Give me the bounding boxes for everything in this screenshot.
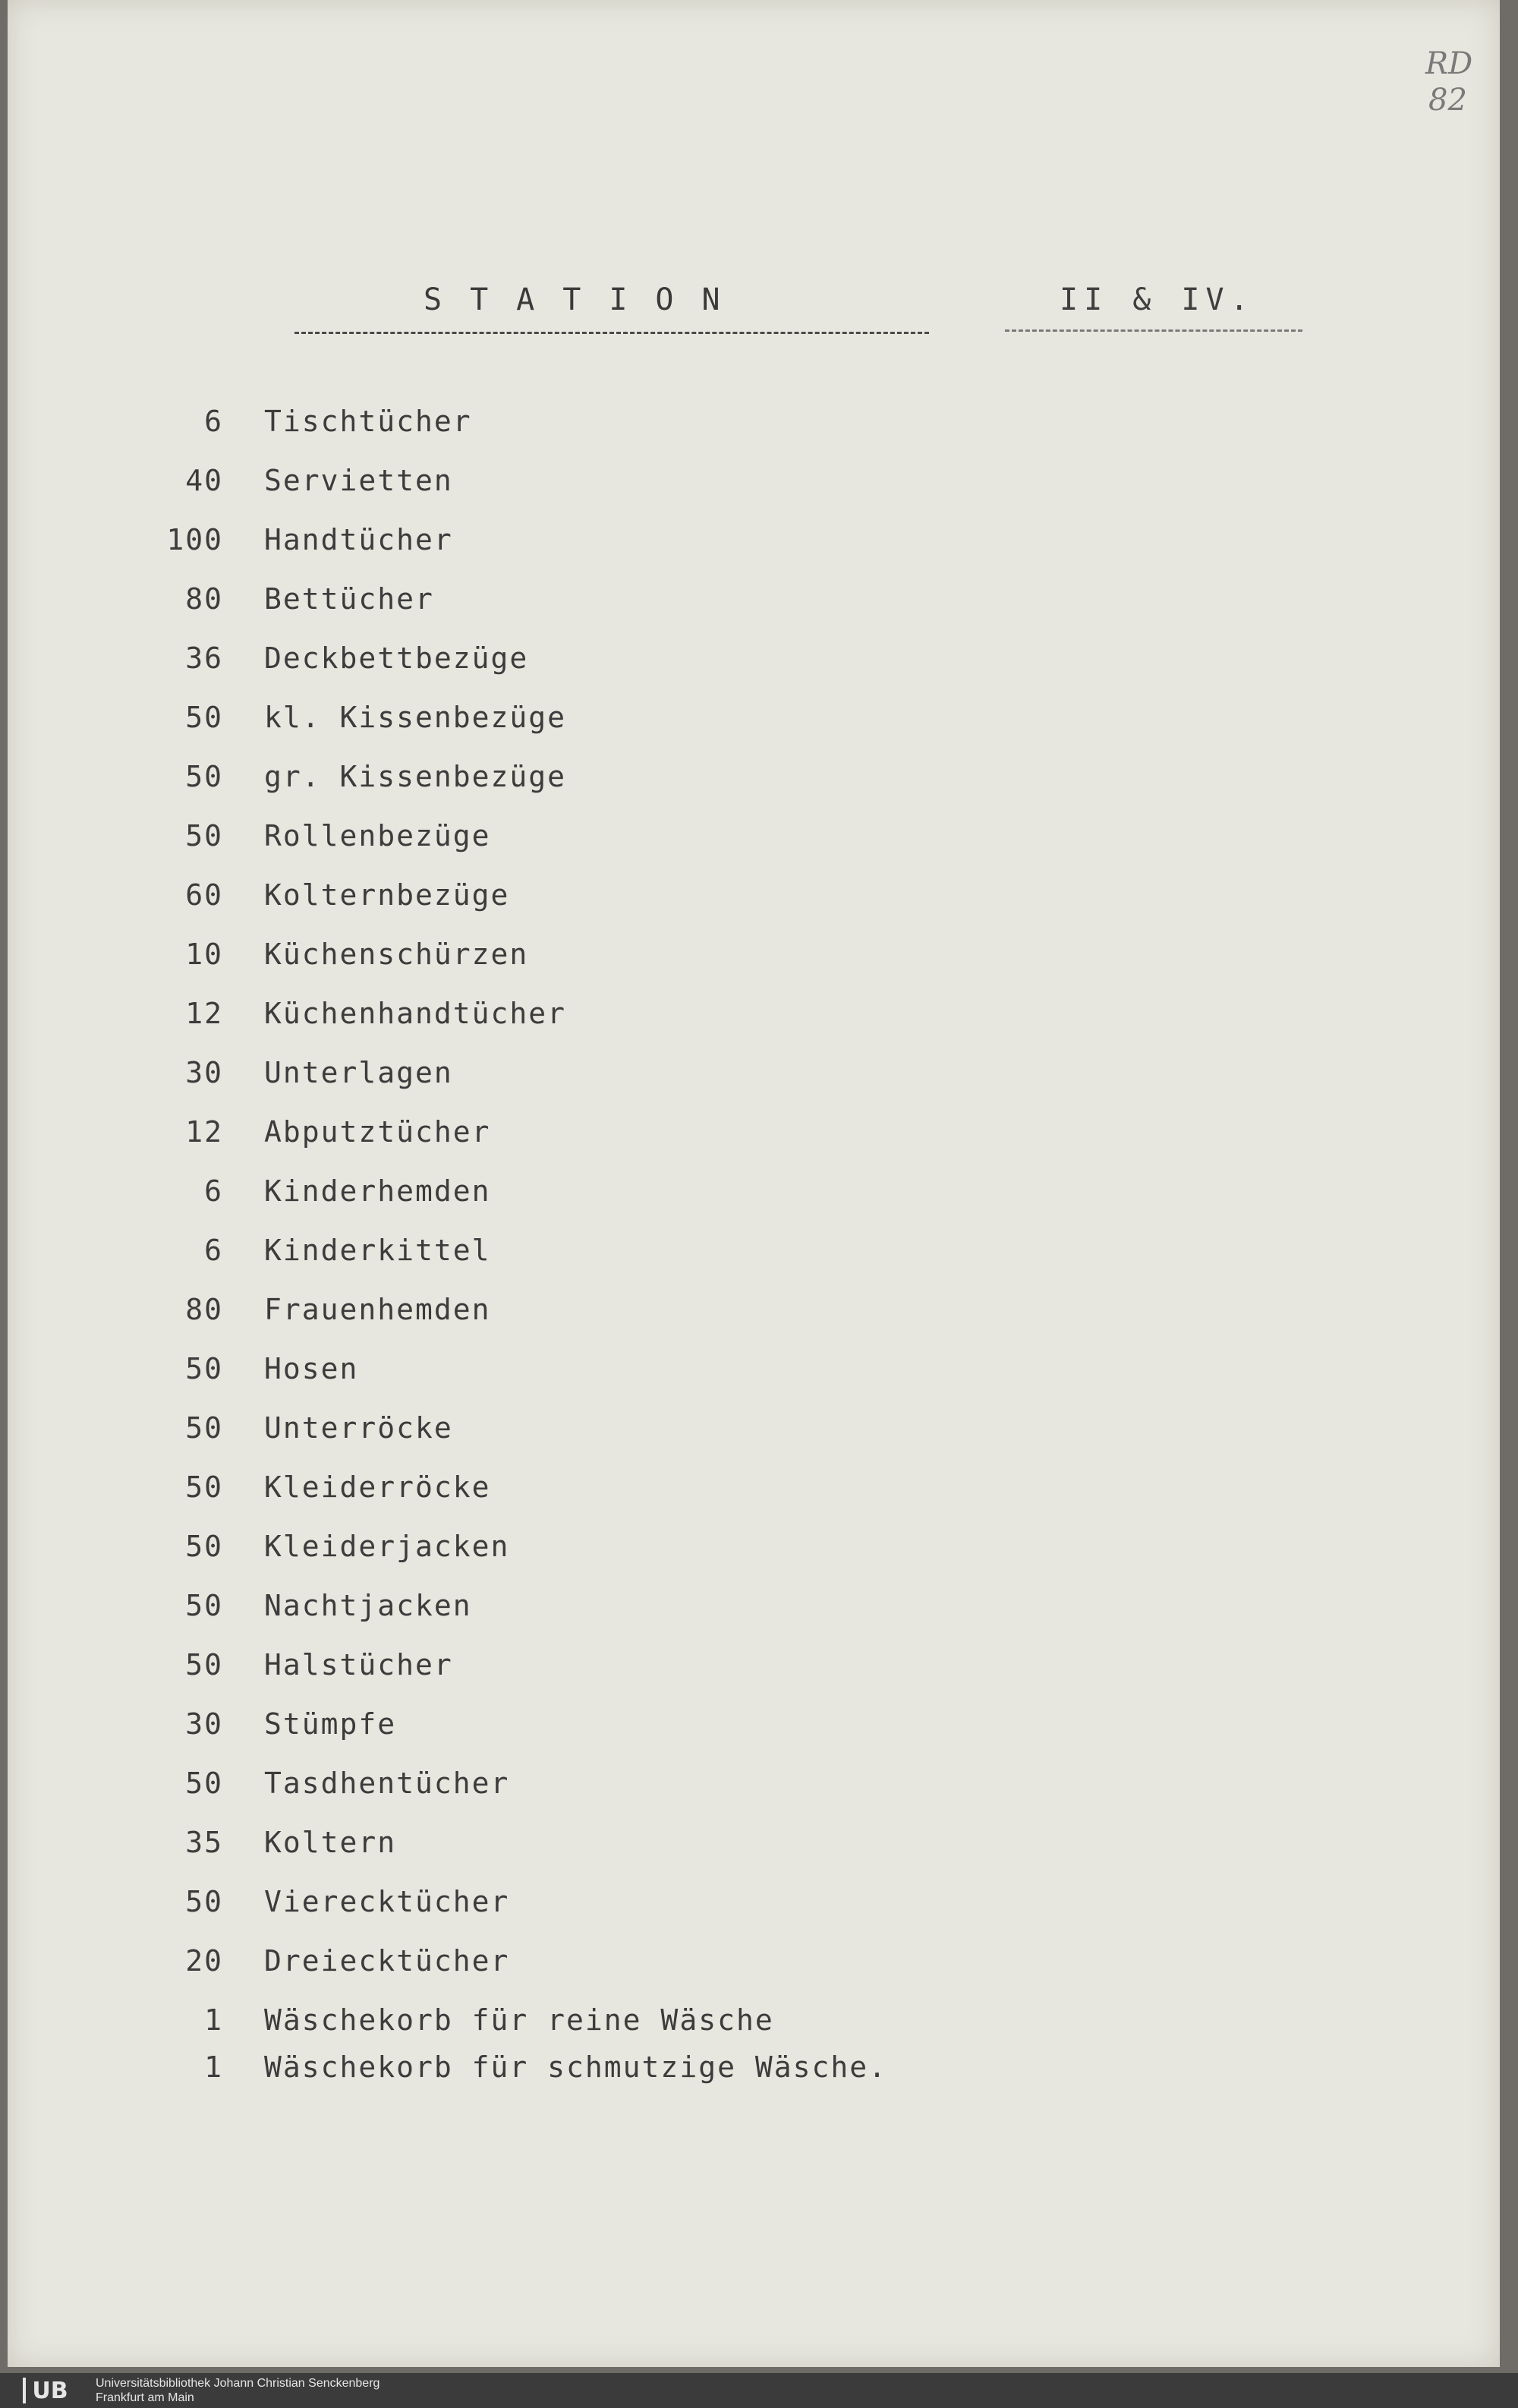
list-item — [144, 639, 528, 677]
item-quantity: 50 — [185, 1530, 223, 1563]
library-name-line2: Frankfurt am Main — [96, 2391, 194, 2404]
item-quantity: 1 — [204, 2003, 223, 2037]
item-name: Halstücher — [264, 1648, 453, 1682]
list-item — [144, 462, 453, 500]
item-quantity: 50 — [185, 1352, 223, 1385]
list-item — [144, 1468, 491, 1506]
pencil-mark-number: 82 — [1428, 83, 1467, 118]
library-name-line1: Universitätsbibliothek Johann Christian Senckenberg — [96, 2377, 380, 2390]
item-quantity: 50 — [185, 701, 223, 734]
item-quantity: 50 — [185, 819, 223, 853]
list-item — [144, 1587, 472, 1625]
item-quantity: 30 — [185, 1056, 223, 1089]
list-item — [144, 1705, 396, 1743]
item-name: Wäschekorb für schmutzige Wäsche. — [264, 2050, 887, 2084]
item-name: gr. Kissenbezüge — [264, 760, 567, 793]
item-name: Küchenhandtücher — [264, 997, 567, 1030]
library-logo — [3, 2375, 88, 2406]
list-item — [144, 2001, 774, 2039]
item-quantity: 80 — [185, 582, 223, 616]
item-name: Deckbettbezüge — [264, 641, 529, 675]
item-name: Koltern — [264, 1826, 397, 1859]
item-quantity: 50 — [185, 1589, 223, 1622]
list-item — [144, 1054, 453, 1092]
item-name: Küchenschürzen — [264, 938, 529, 971]
list-item — [144, 1350, 358, 1388]
item-name: Kleiderjacken — [264, 1530, 510, 1563]
item-name: Vierecktücher — [264, 1885, 510, 1918]
item-quantity: 1 — [204, 2050, 223, 2084]
item-name: Dreiecktücher — [264, 1944, 510, 1978]
page-title: STATION — [424, 282, 748, 317]
list-item — [144, 698, 566, 736]
item-name: Kolternbezüge — [264, 878, 510, 912]
item-quantity: 50 — [185, 1648, 223, 1682]
list-item — [144, 876, 509, 914]
list-item — [144, 1172, 491, 1210]
item-quantity: 35 — [185, 1826, 223, 1859]
document-page — [8, 0, 1500, 2367]
item-quantity: 12 — [185, 997, 223, 1030]
item-quantity: 36 — [185, 641, 223, 675]
list-item — [144, 1113, 491, 1151]
item-quantity: 50 — [185, 1470, 223, 1504]
list-item — [144, 1291, 491, 1328]
list-item — [144, 1646, 453, 1684]
item-name: Kinderhemden — [264, 1174, 491, 1208]
item-name: Abputztücher — [264, 1115, 491, 1149]
item-name: Servietten — [264, 464, 453, 497]
list-item — [144, 402, 472, 440]
library-name — [96, 2376, 380, 2405]
item-name: Tischtücher — [264, 405, 472, 438]
station-underline — [1005, 329, 1302, 332]
library-footer — [0, 2373, 1518, 2408]
list-item — [144, 1409, 453, 1447]
item-name: Hosen — [264, 1352, 359, 1385]
list-item — [144, 817, 491, 855]
item-quantity: 50 — [185, 760, 223, 793]
logo-bar-icon — [23, 2378, 26, 2403]
list-item — [144, 1231, 491, 1269]
item-name: Nachtjacken — [264, 1589, 472, 1622]
item-name: Kinderkittel — [264, 1234, 491, 1267]
list-item — [144, 994, 566, 1032]
item-name: Unterröcke — [264, 1411, 453, 1445]
item-quantity: 12 — [185, 1115, 223, 1149]
item-quantity: 40 — [185, 464, 223, 497]
logo-text: UB — [32, 2377, 68, 2404]
pencil-mark-top: RD — [1425, 46, 1473, 81]
list-item — [144, 1527, 509, 1565]
item-quantity: 6 — [204, 1234, 223, 1267]
item-name: Bettücher — [264, 582, 434, 616]
item-quantity: 80 — [185, 1293, 223, 1326]
list-item — [144, 2048, 887, 2086]
item-quantity: 60 — [185, 878, 223, 912]
list-item — [144, 935, 528, 973]
list-item — [144, 1942, 509, 1980]
item-name: kl. Kissenbezüge — [264, 701, 567, 734]
item-name: Wäschekorb für reine Wäsche — [264, 2003, 774, 2037]
item-name: Rollenbezüge — [264, 819, 491, 853]
item-quantity: 50 — [185, 1885, 223, 1918]
title-underline — [294, 332, 929, 334]
item-name: Tasdhentücher — [264, 1767, 510, 1800]
item-name: Kleiderröcke — [264, 1470, 491, 1504]
item-name: Frauenhemden — [264, 1293, 491, 1326]
item-name: Handtücher — [264, 523, 453, 556]
list-item — [144, 1883, 509, 1921]
item-quantity: 20 — [185, 1944, 223, 1978]
item-quantity: 30 — [185, 1707, 223, 1741]
list-item — [144, 758, 566, 796]
item-quantity: 10 — [185, 938, 223, 971]
station-numbers: II & IV. — [1060, 282, 1255, 317]
list-item — [144, 521, 453, 559]
item-quantity: 6 — [204, 405, 223, 438]
item-quantity: 6 — [204, 1174, 223, 1208]
item-quantity: 50 — [185, 1411, 223, 1445]
list-item — [144, 580, 434, 618]
list-item — [144, 1764, 509, 1802]
list-item — [144, 1823, 396, 1861]
item-quantity: 100 — [166, 523, 223, 556]
item-quantity: 50 — [185, 1767, 223, 1800]
item-name: Unterlagen — [264, 1056, 453, 1089]
item-name: Stümpfe — [264, 1707, 397, 1741]
